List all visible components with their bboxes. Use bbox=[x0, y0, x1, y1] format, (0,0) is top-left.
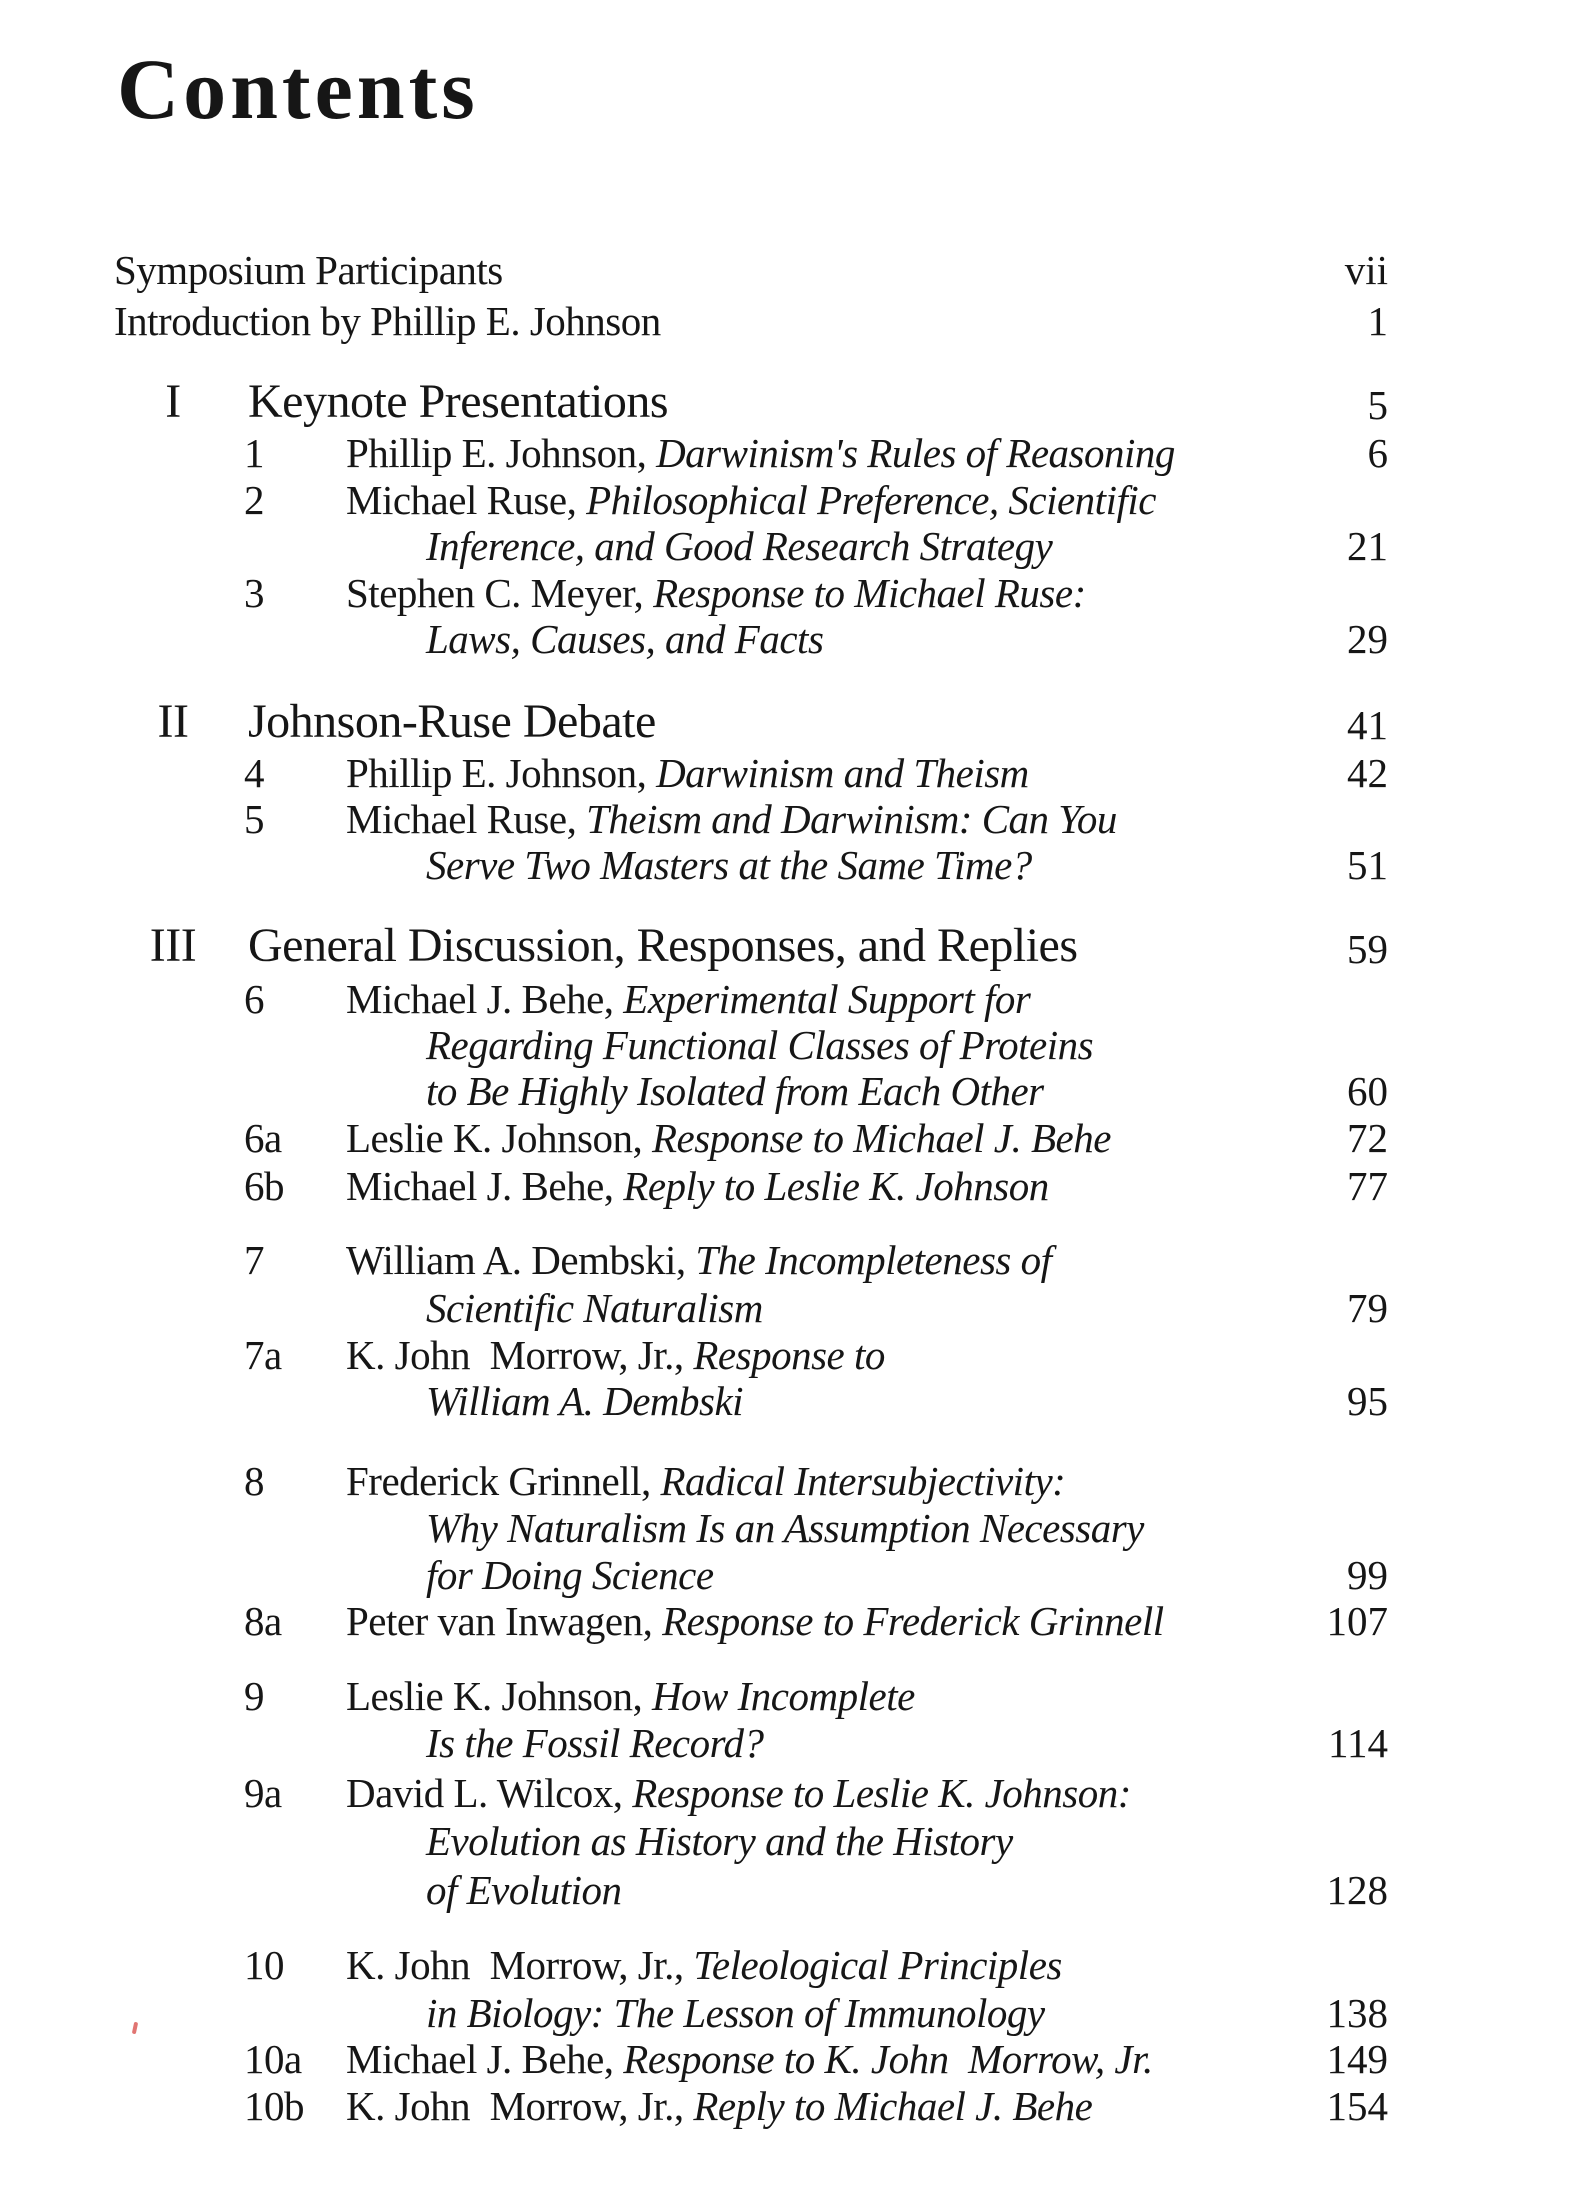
toc-page-number: 99 bbox=[1347, 1552, 1388, 1598]
toc-page-number: 1 bbox=[1367, 298, 1388, 344]
entry-title-continuation: Regarding Functional Classes of Proteins bbox=[426, 1022, 1094, 1068]
entry-title: Darwinism and Theism bbox=[656, 750, 1029, 796]
part-number: I bbox=[165, 375, 181, 428]
entry-number: 7 bbox=[244, 1237, 264, 1283]
toc-entry bbox=[346, 974, 1030, 1024]
entry-title: Experimental Support for bbox=[623, 976, 1031, 1022]
entry-author: K. John Morrow, Jr., bbox=[346, 1332, 694, 1378]
entry-title-continuation: William A. Dembski bbox=[426, 1378, 744, 1424]
entry-title-continuation: Evolution as History and the History bbox=[426, 1818, 1013, 1864]
entry-number: 9 bbox=[244, 1673, 264, 1719]
toc-page-number: vii bbox=[1344, 247, 1388, 293]
entry-number: 6a bbox=[244, 1115, 282, 1161]
entry-title: Response to Michael Ruse: bbox=[653, 570, 1086, 616]
entry-author: Leslie K. Johnson, bbox=[346, 1115, 652, 1161]
entry-title: Response to K. John Morrow, Jr. bbox=[623, 2036, 1153, 2082]
toc-front-label: Introduction by Phillip E. Johnson bbox=[114, 298, 661, 344]
entry-author: Michael Ruse, bbox=[346, 477, 587, 523]
entry-title: Darwinism's Rules of Reasoning bbox=[656, 430, 1175, 476]
entry-author: Phillip E. Johnson, bbox=[346, 430, 657, 476]
toc-page-number: 95 bbox=[1347, 1378, 1388, 1424]
entry-number: 1 bbox=[244, 430, 264, 476]
entry-title-continuation: of Evolution bbox=[426, 1867, 622, 1913]
toc-entry bbox=[346, 1768, 1131, 1818]
entry-title-continuation: Serve Two Masters at the Same Time? bbox=[426, 842, 1032, 888]
entry-number: 5 bbox=[244, 796, 264, 842]
entry-title: Response to bbox=[693, 1332, 885, 1378]
entry-author: Michael J. Behe, bbox=[346, 2036, 624, 2082]
toc-page-number: 128 bbox=[1326, 1867, 1388, 1913]
entry-author: Michael J. Behe, bbox=[346, 976, 624, 1022]
toc-page-number: 114 bbox=[1328, 1720, 1388, 1766]
entry-number: 2 bbox=[244, 477, 264, 523]
entry-number: 4 bbox=[244, 750, 264, 796]
entry-author: K. John Morrow, Jr., bbox=[346, 2083, 694, 2129]
entry-title: Theism and Darwinism: Can You bbox=[586, 796, 1117, 842]
entry-number: 8a bbox=[244, 1598, 282, 1644]
entry-title: Response to Michael J. Behe bbox=[651, 1115, 1111, 1161]
entry-title-continuation: in Biology: The Lesson of Immunology bbox=[426, 1990, 1045, 2036]
toc-entry bbox=[346, 1940, 1062, 1990]
toc-entry bbox=[346, 428, 1175, 478]
toc-entry bbox=[346, 2081, 1092, 2131]
entry-author: Frederick Grinnell, bbox=[346, 1458, 661, 1504]
toc-page-number: 21 bbox=[1347, 523, 1388, 569]
entry-number: 6b bbox=[244, 1163, 284, 1209]
entry-author: Peter van Inwagen, bbox=[346, 1598, 663, 1644]
toc-page-number: 29 bbox=[1347, 616, 1388, 662]
part-number: III bbox=[149, 919, 197, 972]
toc-page-number: 138 bbox=[1326, 1990, 1388, 2036]
entry-number: 9a bbox=[244, 1770, 282, 1816]
entry-title: Reply to Leslie K. Johnson bbox=[623, 1163, 1049, 1209]
toc-entry bbox=[346, 2034, 1153, 2084]
entry-title: Radical Intersubjectivity: bbox=[660, 1458, 1066, 1504]
toc-entry bbox=[346, 1596, 1164, 1646]
entry-number: 10b bbox=[244, 2083, 304, 2129]
toc-page-number: 5 bbox=[1367, 382, 1388, 428]
entry-title: How Incomplete bbox=[651, 1673, 915, 1719]
entry-author: Michael Ruse, bbox=[346, 796, 587, 842]
toc-front-label: Symposium Participants bbox=[114, 247, 503, 293]
entry-number: 10a bbox=[244, 2036, 302, 2082]
toc-entry bbox=[346, 568, 1086, 618]
toc-entry bbox=[346, 1113, 1111, 1163]
entry-title: Teleological Principles bbox=[693, 1942, 1062, 1988]
entry-number: 10 bbox=[244, 1942, 284, 1988]
toc-page-number: 51 bbox=[1347, 842, 1388, 888]
toc-page-number: 72 bbox=[1347, 1115, 1388, 1161]
entry-author: Stephen C. Meyer, bbox=[346, 570, 654, 616]
toc-entry bbox=[346, 475, 1156, 525]
entry-author: K. John Morrow, Jr., bbox=[346, 1942, 694, 1988]
entry-title-continuation: Laws, Causes, and Facts bbox=[426, 616, 824, 662]
entry-title: The Incompleteness of bbox=[695, 1237, 1052, 1283]
entry-title-continuation: Why Naturalism Is an Assumption Necessary bbox=[426, 1505, 1144, 1551]
page-title: Contents bbox=[117, 41, 479, 137]
entry-number: 8 bbox=[244, 1458, 264, 1504]
entry-title: Response to Leslie K. Johnson: bbox=[632, 1770, 1131, 1816]
part-title: General Discussion, Responses, and Replies bbox=[248, 919, 1078, 972]
toc-page-number: 41 bbox=[1347, 702, 1388, 748]
toc-entry bbox=[346, 1671, 915, 1721]
toc-page-number: 60 bbox=[1347, 1068, 1388, 1114]
toc-page-number: 6 bbox=[1367, 430, 1388, 476]
part-title: Johnson-Ruse Debate bbox=[248, 695, 656, 748]
entry-author: Michael J. Behe, bbox=[346, 1163, 624, 1209]
part-title: Keynote Presentations bbox=[248, 375, 669, 428]
toc-entry bbox=[346, 1330, 885, 1380]
entry-title-continuation: to Be Highly Isolated from Each Other bbox=[426, 1068, 1044, 1114]
entry-author: Phillip E. Johnson, bbox=[346, 750, 657, 796]
toc-page-number: 59 bbox=[1347, 926, 1388, 972]
part-number: II bbox=[157, 695, 189, 748]
toc-entry bbox=[346, 1456, 1065, 1506]
toc-page-number: 107 bbox=[1326, 1598, 1388, 1644]
toc-page-number: 149 bbox=[1326, 2036, 1388, 2082]
toc-page-number: 79 bbox=[1347, 1285, 1388, 1331]
ink-speck bbox=[132, 2022, 138, 2035]
entry-title-continuation: Is the Fossil Record? bbox=[426, 1720, 764, 1766]
toc-page-number: 77 bbox=[1347, 1163, 1388, 1209]
toc-entry bbox=[346, 794, 1117, 844]
toc-page-number: 42 bbox=[1347, 750, 1388, 796]
entry-number: 7a bbox=[244, 1332, 282, 1378]
entry-title: Reply to Michael J. Behe bbox=[693, 2083, 1093, 2129]
entry-title-continuation: Scientific Naturalism bbox=[426, 1285, 763, 1331]
toc-entry bbox=[346, 1161, 1049, 1211]
entry-title: Philosophical Preference, Scientific bbox=[586, 477, 1156, 523]
entry-number: 6 bbox=[244, 976, 264, 1022]
entry-title: Response to Frederick Grinnell bbox=[662, 1598, 1164, 1644]
entry-title-continuation: Inference, and Good Research Strategy bbox=[426, 523, 1053, 569]
toc-entry bbox=[346, 748, 1029, 798]
toc-page-number: 154 bbox=[1326, 2083, 1388, 2129]
entry-number: 3 bbox=[244, 570, 264, 616]
entry-author: David L. Wilcox, bbox=[346, 1770, 633, 1816]
entry-author: William A. Dembski, bbox=[346, 1237, 696, 1283]
toc-entry bbox=[346, 1235, 1052, 1285]
entry-title-continuation: for Doing Science bbox=[426, 1552, 714, 1598]
entry-author: Leslie K. Johnson, bbox=[346, 1673, 652, 1719]
